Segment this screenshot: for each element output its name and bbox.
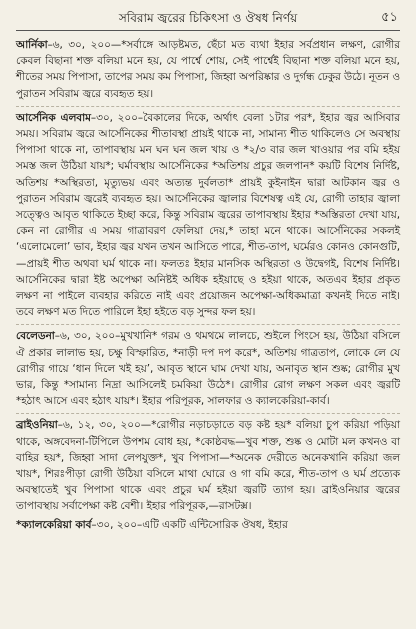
section-divider: [16, 413, 400, 414]
remedy-name: ব্রাইওনিয়া: [16, 419, 58, 432]
remedy-paragraph-belladonna: [16, 328, 400, 409]
remedy-description: –৬, ৩০, ২০০–মুখখানি* গরম ও থমথমে লালচে, শুইলে পিংসে হয়, উঠিয়া বসিলে ঐ প্রকার লালাভ হয়, চক্ষু বিস্ফারিত, *নাড়ী দপ দপ করে*, অতিশয় গাত্রতাপ, লোকে লে যে রোগীর গায়ে ‘ধান দিলে খই হয়’, আবৃত স্থানে ঘাম দেখা যায়, অনাবৃত স্থান শুষ্ক; রোগীর মুখ ভার, কিন্তু *সামান্য নিদ্রা আসিলেই চমকিয়া উঠে*। রোগীর রোগ লক্ষণ সকল এবং জ্বরটি *হঠাৎ আসে এবং হঠাৎ যায়*। ইহার পরিপূরক, সালফার ও ক্যালকেরিয়া-কার্ব।: [16, 330, 400, 408]
running-header: [16, 8, 400, 28]
remedy-paragraph-arsenicum: [16, 110, 400, 321]
section-divider: [16, 324, 400, 325]
remedy-paragraph-arnica: [16, 37, 400, 102]
remedy-description: –৬, ৩০, ২০০—*সর্বাঙ্গে আড়ষ্টমত, ছেঁচা মত ব্যথা ইহার সর্বপ্রধান লক্ষণ, রোগীর কেবল বিছানা শক্ত বলিয়া মনে হয়, যে পার্শ্বে শোয়, সেই পার্শ্বেই বিছানা শক্ত বলিয়া মনে হয়, শীতের সময় পিপাসা, তাপের সময় কম পিপাসা, জিহ্বা অপরিষ্কার ও দুর্গন্ধ ঢেকুর উঠে। নূতন ও পুরাতন সবিরাম জ্বরে ব্যবহৃত হয়।: [16, 39, 400, 100]
remedy-description: –৬, ১২, ৩০, ২০০—*রোগীর নড়াচড়াতে বড় কষ্ট হয়* বলিয়া চুপ করিয়া পড়িয়া থাকে, অঙ্গবেদনা-টিপিলে উপশম বোধ হয়, *কোষ্ঠবদ্ধ—খুব শক্ত, শুষ্ক ও মোটা মল কখনও বা বাহির হয়*, জিহ্বা সাদা লেপযুক্ত*, খুব পিপাসা—*অনেক দেরীতে অনেকখানি করিয়া জল খায়*, শিরঃপীড়া রোগী উঠিয়া বসিলে মাথা ঘোরে ও গা বমি করে, শীত-তাপ ও ঘর্ম প্রত্যেক অবস্থাতেই খুব পিপাসা থাকে এবং প্রচুর ঘর্ম হইয়া জ্বরটি ত্যাগ হয়। ব্রাইওনিয়ার জ্বরের তাপাবস্থায় সর্বাপেক্ষা কষ্ট বেশী। ইহার পরিপূরক,—রাসটক্স।: [16, 419, 400, 513]
remedy-description: –৩০, ২০০–এটি একটি এন্টিসোরিক ঔষধ, ইহার: [91, 518, 288, 531]
running-title: সবিরাম জ্বরের চিকিৎসা ও ঔষধ নির্ণয়: [118, 11, 298, 25]
page-number: ৫১: [381, 10, 398, 25]
remedy-paragraph-calcarea: [16, 517, 400, 533]
remedy-name: আর্নিকা: [16, 39, 48, 51]
remedy-name: বেলেডনা: [16, 330, 55, 343]
remedy-paragraph-bryonia: [16, 417, 400, 514]
remedy-name: আর্সেনিক এলবাম: [16, 111, 91, 124]
remedy-name: *ক্যালকেরিয়া কার্ব: [16, 518, 92, 531]
remedy-description: –৩০, ২০০–বৈকালের দিকে, অর্থাৎ বেলা ১টার পর*, ইহার জ্বর আসিবার সময়। সবিরাম জ্বরে আর্সেনিকের শীতাবস্থা প্রায়ই থাকে না, সামান্য শীত থাকিলেও সে অবস্থায় পিপাসা থাকে না, তাপাবস্থায় মন ঘন ঘন জল খায় ও *২/৩ বার জল খাওয়ার পর বমি হইয় সমস্ত জল উঠিয়া যায়*; ঘর্মাবস্থায় আর্সেনিকের *অতিশয় প্রচুর জলপান* কয়টি বিশেষ নির্দিষ্ট, অতিশয় *অস্থিরতা, মৃত্যুভয় এবং অত্যন্ত দুর্বলতা* প্রায়ই কুইনাইন দ্বারা আটকান জ্বর ও পুরাতন সবিরাম জ্বরেই ব্যবহৃত হয়। আর্সেনিকের জ্বালার বিশেষত্ব এই যে, রোগী তাহার জ্বালা সত্ত্বেও আবৃত থাকিতে ইচ্ছা করে, কিন্তু সবিরাম জ্বরের তাপাবস্থায় ইহার *অস্তিরতা দেখা যায়, কেন না রোগীর এ সময় গাত্রাবরণ ফেলিয়া দেয়,* তাহা মনে থাকে। আর্সেনিকের সকলই ‘এলোমেলো’ ভাব, ইহার জ্বর যখন তখন আসিতে পারে, শীত-তাপ, ঘর্মেরও কোনও কোনগুটি,—প্রায়ই শীত অথবা ঘর্ম থাকে না। ফলতঃ ইহার মানসিক অস্থিরতা ও উদ্বেগই, বিশেষ নির্দিষ্ট। আর্সেনিকের দ্বারা ইষ্ট অপেক্ষা অনিষ্টই অধিক হইয়াছে ও হইয়া থাকে, অতএব ইহার প্রকৃত লক্ষণ না পাইলে ব্যবহার করিতে নাই এবং প্রয়োজন অপেক্ষা-অধিকমাত্রা কখনই দিতে নাই। তবে লক্ষণ মত দিতে পারিলে ইহা হইতে বড় সুন্দর ফল হয়।: [16, 111, 401, 319]
section-divider: [16, 106, 400, 107]
header-rule: [16, 30, 400, 31]
